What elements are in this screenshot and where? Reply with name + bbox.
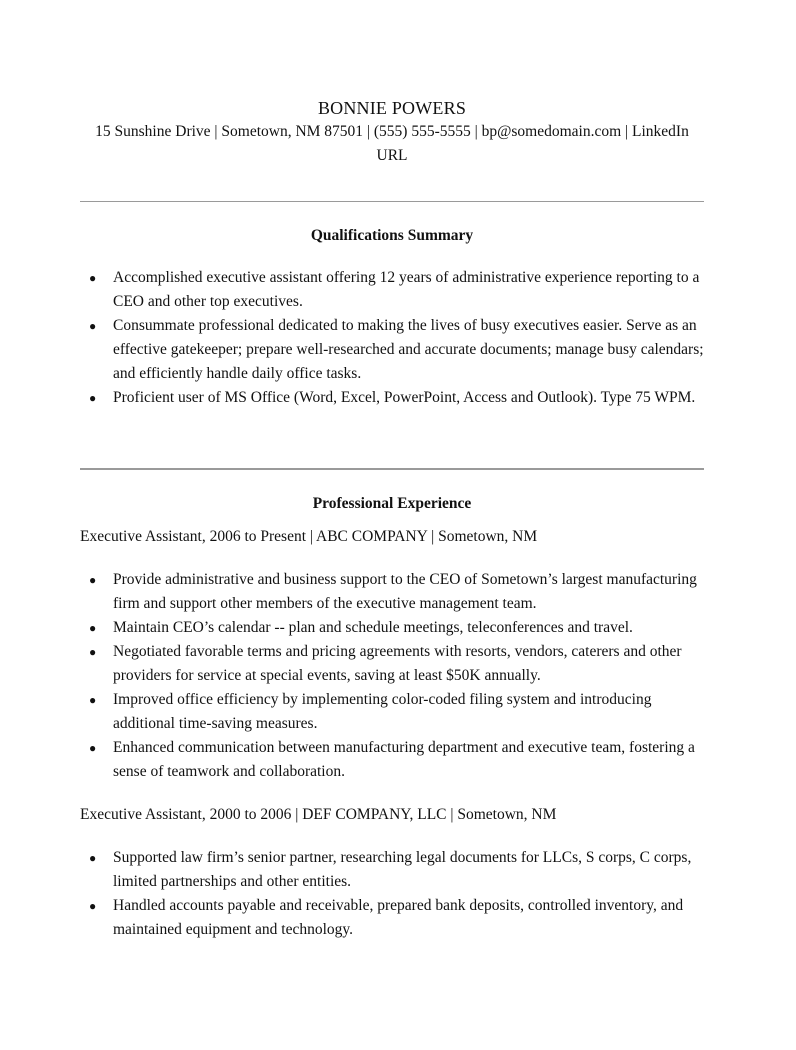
list-item-text: Negotiated favorable terms and pricing agreements with resorts, vendors, caterers and other providers for service at special events, saving at least $50K annually. — [113, 643, 682, 684]
list-item-text: Enhanced communication between manufacturing department and executive team, fostering a sense of teamwork and collaboration. — [113, 739, 695, 780]
list-item — [80, 314, 704, 386]
job-duties-list — [80, 846, 704, 942]
job-duties-list — [80, 568, 704, 784]
bullet-icon: ● — [89, 319, 97, 333]
resume-header — [80, 97, 704, 168]
list-item-text: Maintain CEO’s calendar -- plan and schedule meetings, teleconferences and travel. — [113, 619, 633, 636]
bullet-icon: ● — [89, 271, 97, 285]
divider-qualifications — [80, 468, 704, 470]
bullet-icon: ● — [89, 899, 97, 913]
list-item — [80, 568, 704, 616]
list-item — [80, 894, 704, 942]
qualifications-list — [80, 266, 704, 410]
list-item-text: Proficient user of MS Office (Word, Excel, PowerPoint, Access and Outlook). Type 75 WPM. — [113, 389, 696, 406]
list-item — [80, 640, 704, 688]
list-item — [80, 736, 704, 784]
bullet-icon: ● — [89, 693, 97, 707]
section-title-qualifications: Qualifications Summary — [310, 227, 474, 244]
list-item-text: Supported law firm’s senior partner, researching legal documents for LLCs, S corps, C corps, limited partnerships and other entities. — [113, 849, 692, 890]
bullet-icon: ● — [89, 645, 97, 659]
list-item-text: Provide administrative and business support to the CEO of Sometown’s largest manufacturing firm and support other members of the executive management team. — [113, 571, 697, 612]
list-item — [80, 386, 704, 410]
list-item-text: Accomplished executive assistant offering 12 years of administrative experience reporting to a CEO and other top executives. — [113, 269, 700, 310]
bullet-icon: ● — [89, 621, 97, 635]
list-item — [80, 688, 704, 736]
bullet-icon: ● — [89, 391, 97, 405]
list-item — [80, 266, 704, 314]
bullet-icon: ● — [89, 741, 97, 755]
section-title-experience: Professional Experience — [312, 495, 472, 512]
job-heading: Executive Assistant, 2000 to 2006 | DEF COMPANY, LLC | Sometown, NM — [80, 806, 557, 823]
list-item-text: Consummate professional dedicated to making the lives of busy executives easier. Serve as an effective gatekeeper; prepare well-researched and accurate documents; manage busy calendars; and efficiently handle daily office tasks. — [113, 317, 704, 382]
list-item-text: Handled accounts payable and receivable, prepared bank deposits, controlled inventory, and maintained equipment and technology. — [113, 897, 684, 938]
candidate-name: BONNIE POWERS — [317, 98, 467, 118]
bullet-icon: ● — [89, 573, 97, 587]
divider-header — [80, 201, 704, 202]
job-heading: Executive Assistant, 2006 to Present | ABC COMPANY | Sometown, NM — [80, 528, 538, 545]
list-item — [80, 616, 704, 640]
list-item-text: Improved office efficiency by implementing color-coded filing system and introducing additional time-saving measures. — [113, 691, 652, 732]
list-item — [80, 846, 704, 894]
bullet-icon: ● — [89, 851, 97, 865]
contact-line: 15 Sunshine Drive | Sometown, NM 87501 | (555) 555-5555 | bp@somedomain.com | LinkedIn URL — [95, 123, 689, 164]
